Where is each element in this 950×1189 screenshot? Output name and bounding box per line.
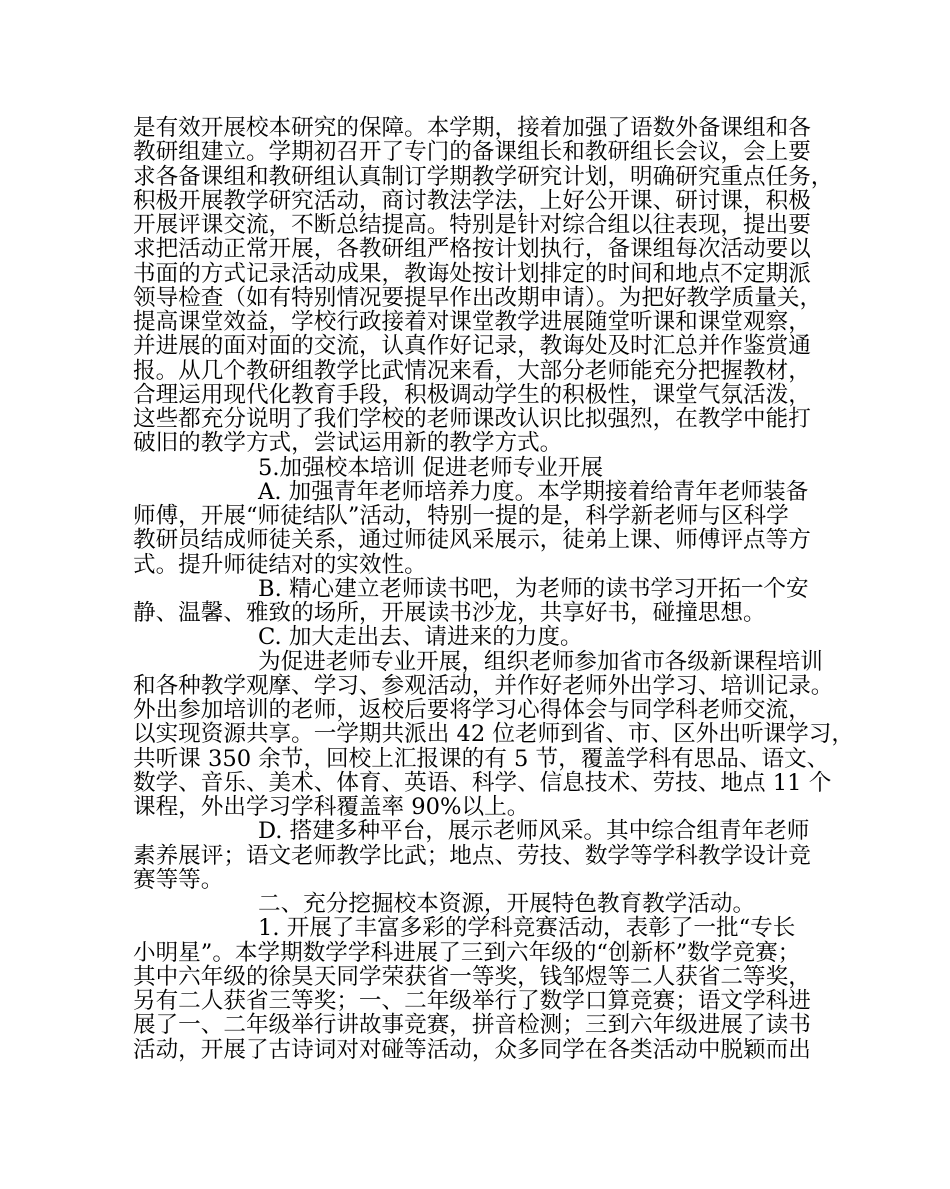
text-line: 二、充分挖掘校本资源，开展特色教育教学活动。 [258, 891, 756, 917]
text-line: 外出参加培训的老师，返校后要将学习心得体会与同学科老师交流， [133, 697, 811, 723]
text-line: D. 搭建多种平台，展示老师风采。其中综合组青年老师 [258, 818, 810, 845]
text-line: 赛等等。 [133, 866, 224, 893]
text-line: 师傅，开展“师徒结队”活动，特别一提的是，科学新老师与区科学 [133, 503, 789, 529]
text-line: 领导检查（如有特别情况要提早作出改期申请）。为把好教学质量关， [133, 284, 823, 311]
text-line: 小明星”。本学期数学学科进展了三到六年级的“创新杯”数学竞赛； [133, 939, 801, 966]
text-line: 合理运用现代化教育手段，积极调动学生的积极性，课堂气氛活泼， [133, 381, 811, 408]
text-line: 5.加强校本培训 促进老师专业开展 [258, 454, 604, 481]
text-line: 开展评课交流，不断总结提高。特别是针对综合组以往表现，提出要 [133, 212, 811, 238]
text-line: 为促进老师专业开展，组织老师参加省市各级新课程培训 [258, 648, 823, 675]
text-line: 共听课 350 余节，回校上汇报课的有 5 节，覆盖学科有思品、语文、 [133, 745, 830, 772]
text-line: 和各种教学观摩、学习、参观活动，并作好老师外出学习、培训记录。 [133, 672, 834, 699]
text-line: 这些都充分说明了我们学校的老师课改认识比拟强烈，在教学中能打 [133, 406, 811, 432]
text-line: B. 精心建立老师读书吧，为老师的读书学习开拓一个安 [258, 575, 809, 602]
text-line: 教研员结成师徒关系，通过师徒风采展示，徒弟上课、师傅评点等方 [133, 527, 811, 554]
text-line: 活动，开展了古诗词对对碰等活动，众多同学在各类活动中脱颖而出 [133, 1036, 811, 1063]
text-line: 提高课堂效益，学校行政接着对课堂教学进展随堂听课和课堂观察， [133, 309, 811, 335]
document-page [133, 115, 854, 1063]
text-line: 展了一、二年级举行讲故事竞赛，拼音检测；三到六年级进展了读书 [133, 1012, 811, 1039]
text-line: 求把活动正常开展，各教研组严格按计划执行，备课组每次活动要以 [133, 236, 811, 263]
text-line: 以实现资源共享。一学期共派出 42 位老师到省、市、区外出听课学习， [133, 721, 854, 748]
text-line: 另有二人获省三等奖；一、二年级举行了数学口算竞赛；语文学科进 [133, 988, 811, 1014]
text-line: 其中六年级的徐昊天同学荣获省一等奖，钱邹煜等二人获省二等奖， [133, 963, 811, 990]
text-line: 书面的方式记录活动成果，教诲处按计划排定的时间和地点不定期派 [133, 260, 811, 287]
text-line: 静、温馨、雅致的场所，开展读书沙龙，共享好书，碰撞思想。 [133, 600, 766, 626]
text-line: 求各备课组和教研组认真制订学期教学研究计划，明确研究重点任务， [133, 163, 834, 190]
text-line: 报。从几个教研组教学比武情况来看，大部分老师能充分把握教材， [133, 357, 811, 384]
text-line: 数学、音乐、美术、体育、英语、科学、信息技术、劳技、地点 11 个 [133, 769, 832, 796]
text-line: A. 加强青年老师培养力度。本学期接着给青年老师装备 [258, 478, 809, 505]
text-line: 教研组建立。学期初召开了专门的备课组长和教研组长会议，会上要 [133, 139, 811, 166]
text-line: C. 加大走出去、请进来的力度。 [258, 624, 583, 651]
text-line: 课程，外出学习学科覆盖率 90%以上。 [133, 794, 530, 820]
text-line: 并进展的面对面的交流，认真作好记录，教诲处及时汇总并作鉴赏通 [133, 333, 811, 360]
text-line: 素养展评；语文老师教学比武；地点、劳技、数学等学科教学设计竞 [133, 842, 811, 869]
text-line: 积极开展教学研究活动，商讨教法学法，上好公开课、研讨课，积极 [133, 187, 811, 214]
text-line: 式。提升师徒结对的实效性。 [133, 551, 427, 578]
text-line: 1. 开展了丰富多彩的学科竞赛活动，表彰了一批“专长 [258, 915, 796, 942]
text-line: 破旧的教学方式，尝试运用新的教学方式。 [133, 430, 563, 457]
text-line: 是有效开展校本研究的保障。本学期，接着加强了语数外备课组和各 [133, 115, 811, 141]
